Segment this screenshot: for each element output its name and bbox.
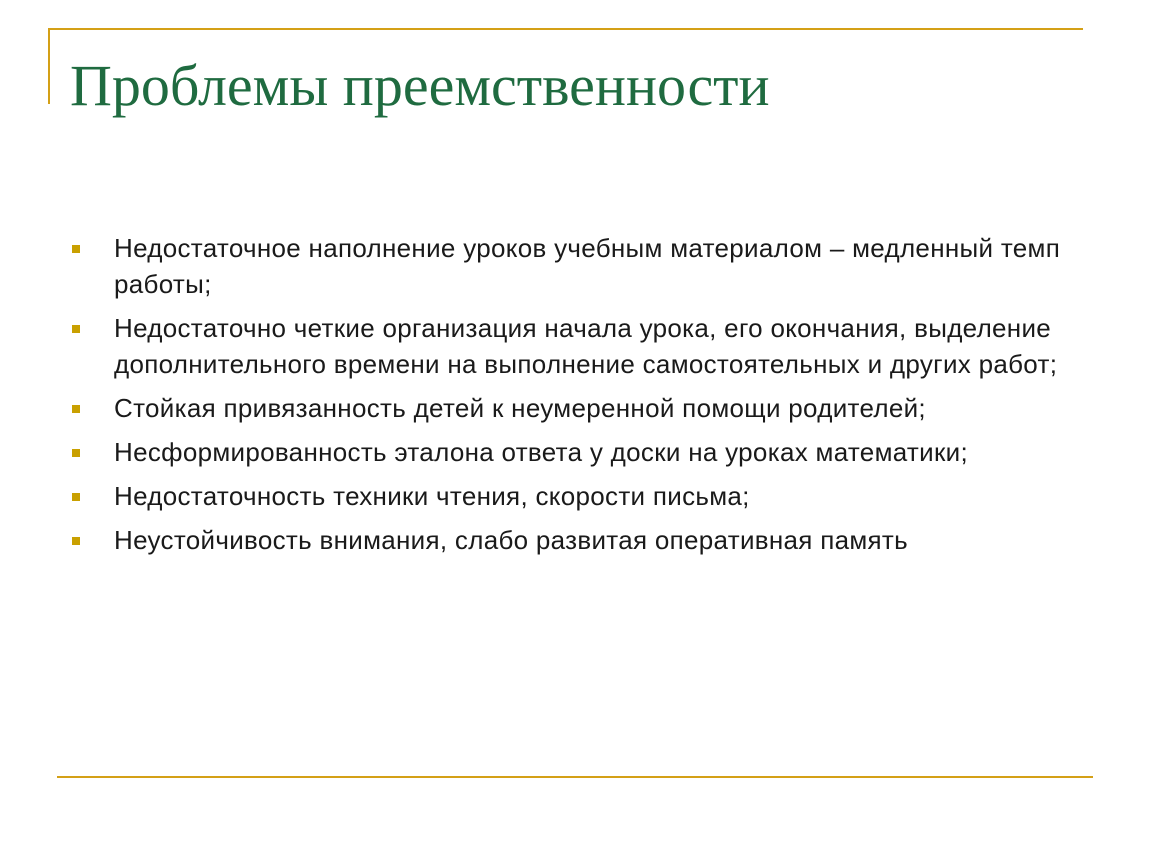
bullet-item	[70, 434, 1080, 470]
bullet-text: Стойкая привязанность детей к неумеренной помощи родителей;	[114, 393, 926, 423]
left-rule	[48, 28, 50, 104]
bullet-text: Несформированность эталона ответа у доски на уроках математики;	[114, 437, 968, 467]
bullet-text: Недостаточное наполнение уроков учебным материалом – медленный темп работы;	[114, 233, 1061, 299]
square-bullet-icon	[72, 537, 80, 545]
bullet-item	[70, 390, 1080, 426]
bullet-text: Неустойчивость внимания, слабо развитая оперативная память	[114, 525, 908, 555]
bullet-text: Недостаточность техники чтения, скорости письма;	[114, 481, 750, 511]
square-bullet-icon	[72, 449, 80, 457]
bullet-item	[70, 478, 1080, 514]
bullet-list	[70, 230, 1080, 566]
square-bullet-icon	[72, 493, 80, 501]
square-bullet-icon	[72, 325, 80, 333]
slide-title: Проблемы преемственности	[70, 53, 770, 118]
bullet-item	[70, 230, 1080, 302]
bullet-text: Недостаточно четкие организация начала урока, его окончания, выделение дополнительного времени на выполнение самостоятельных и других работ;	[114, 313, 1058, 379]
bottom-rule	[57, 776, 1093, 778]
bullet-item	[70, 310, 1080, 382]
top-rule	[48, 28, 1083, 30]
bullet-item	[70, 522, 1080, 558]
square-bullet-icon	[72, 245, 80, 253]
square-bullet-icon	[72, 405, 80, 413]
